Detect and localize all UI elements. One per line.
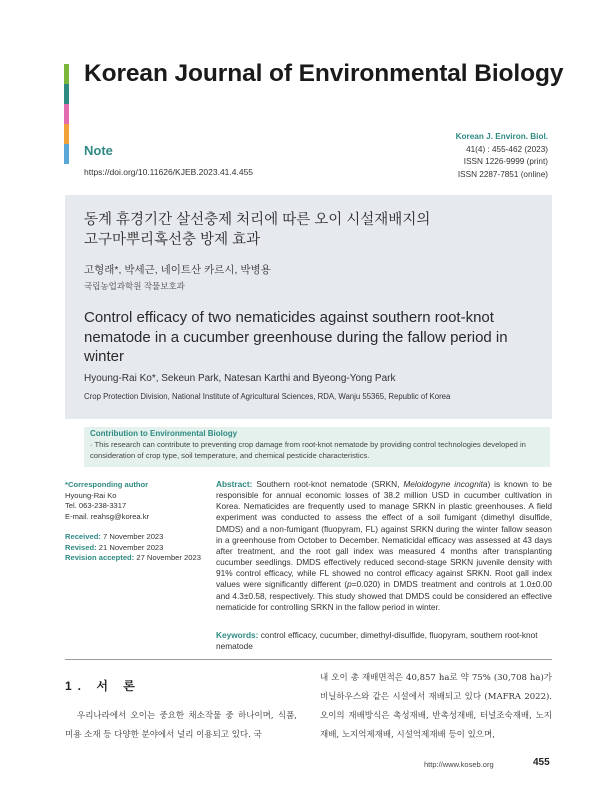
contribution-text: · This research can contribute to preventing crop damage from root-knot nematode by providing control technologies developed in consideration of crop type, soil temperature, and chemical pesticide characteristics. [90,440,526,460]
abstract-text-3: =0.020) in DMDS treatment and controls at 1.0±0.00 and 4.3±0.58, respectively. This study showed that DMDS could be considered an effective nematicide for controlling SRKN in the fallow period in winter. [216,579,552,612]
doi-link[interactable]: https://doi.org/10.11626/KJEB.2023.41.4.455 [84,167,254,177]
keywords-text: control efficacy, cucumber, dimethyl-disulfide, fluopyram, southern root-knot nematode [216,630,538,652]
authors-korean: 고형래*, 박세근, 네이트산 카르시, 박병용 [84,264,271,276]
authors-english: Hyoung-Rai Ko*, Sekeun Park, Natesan Karthi and Byeong-Yong Park [84,373,396,384]
received-value: 7 November 2023 [103,532,164,541]
accepted-value: 27 November 2023 [136,553,201,562]
article-type-label: Note [84,143,113,158]
article-dates [65,532,201,564]
journal-abbreviation: Korean J. Environ. Biol. [455,132,548,141]
revised-value: 21 November 2023 [98,542,164,552]
title-korean-line1: 동계 휴경기간 살선충제 처리에 따른 오이 시설재배지의 [84,212,431,228]
revised-label: Revised: [65,542,97,552]
affiliation-english: Crop Protection Division, National Institute of Agricultural Sciences, RDA, Wanju 55365, Republic of Korea [84,392,451,401]
accepted-label: Revision accepted: [65,553,135,562]
stripe-pink [64,104,69,124]
journal-color-stripes [64,64,69,164]
stripe-orange [64,124,69,144]
title-korean [84,210,430,250]
journal-title: Korean Journal of Environmental Biology [84,60,564,87]
section-heading: 1. 서 론 [65,679,141,693]
stripe-green [64,64,69,84]
accepted-date [65,553,201,564]
footer-url[interactable]: http://www.koseb.org [424,760,494,769]
section-divider [65,659,552,660]
issn-online: ISSN 2287-7851 (online) [457,169,548,179]
species-name: Meloidogyne incognita [403,479,488,489]
corresponding-author-label: *Corresponding author [65,480,149,489]
keywords [216,630,552,652]
stripe-blue [64,144,69,164]
abstract-text-1: Southern root-knot nematode (SRKN, [256,479,404,489]
p-symbol: p [347,579,352,590]
received-label: Received: [65,532,101,541]
abstract-label: Abstract: [216,479,253,489]
body-text-left-column: 우리나라에서 오이는 중요한 채소작물 중 하나이며, 식품, 미용 소재 등 다양한 분야에서 널리 이용되고 있다. 국 [65,711,297,740]
corresponding-author-tel: Tel. 063-238-3317 [65,501,127,510]
revised-date [65,543,201,554]
journal-info [456,131,548,181]
received-date [65,532,201,543]
corresponding-author-block [65,480,149,522]
contribution-title: Contribution to Environmental Biology [90,429,238,438]
issn-print: ISSN 1226-9999 (print) [463,157,548,166]
corresponding-author-name: Hyoung-Rai Ko [65,490,117,500]
title-english: Control efficacy of two nematicides against southern root-knot nematode in a cucumber greenhouse during the fallow period in winter [84,309,508,365]
affiliation-korean: 국립농업과학원 작물보호과 [84,281,185,291]
body-text-right-column: 내 오이 총 재배면적은 40,857 ha로 약 75% (30,708 ha)가 비닐하우스와 같은 시설에서 재배되고 있다 (MAFRA 2022). 오이의 재배방식은 촉성재배, 반촉성재배, 터널조숙재배, 노지재배, 노지억제재배, 시설억제재배 등이 있으며, [320,673,552,740]
title-korean-line2: 고구마뿌리혹선충 방제 효과 [84,232,261,248]
abstract-text-2: ) is known to be responsible for annual economic losses of 38.2 million USD in cucumber cultivation in Korea. Nematicides are frequently used to manage SRKN in plastic greenhouses. A field experiment was conducted to assess the effect of a soil fumigant (dimethyl disulfide, DMDS) and a non-fumigant (fluopyram, FL) against SRKN during the winter fallow season in a greenhouse from October to December. Nematicidal efficacy was assessed at 43 days after treatment, and the root gall index was measured 4 months after transplanting cucumber seedlings. DMDS effectively reduced second-stage SRKN juvenile density with 91% control efficacy, while FL showed no control efficacy against SRKN. Root gall index values were significantly different ( [216,479,552,590]
stripe-teal [64,84,69,104]
keywords-label: Keywords: [216,630,259,640]
corresponding-author-email[interactable]: E-mail. reahsg@korea.kr [65,511,150,521]
journal-volume: 41(4) : 455-462 (2023) [466,144,548,154]
page-number: 455 [533,757,550,768]
abstract [216,479,552,613]
